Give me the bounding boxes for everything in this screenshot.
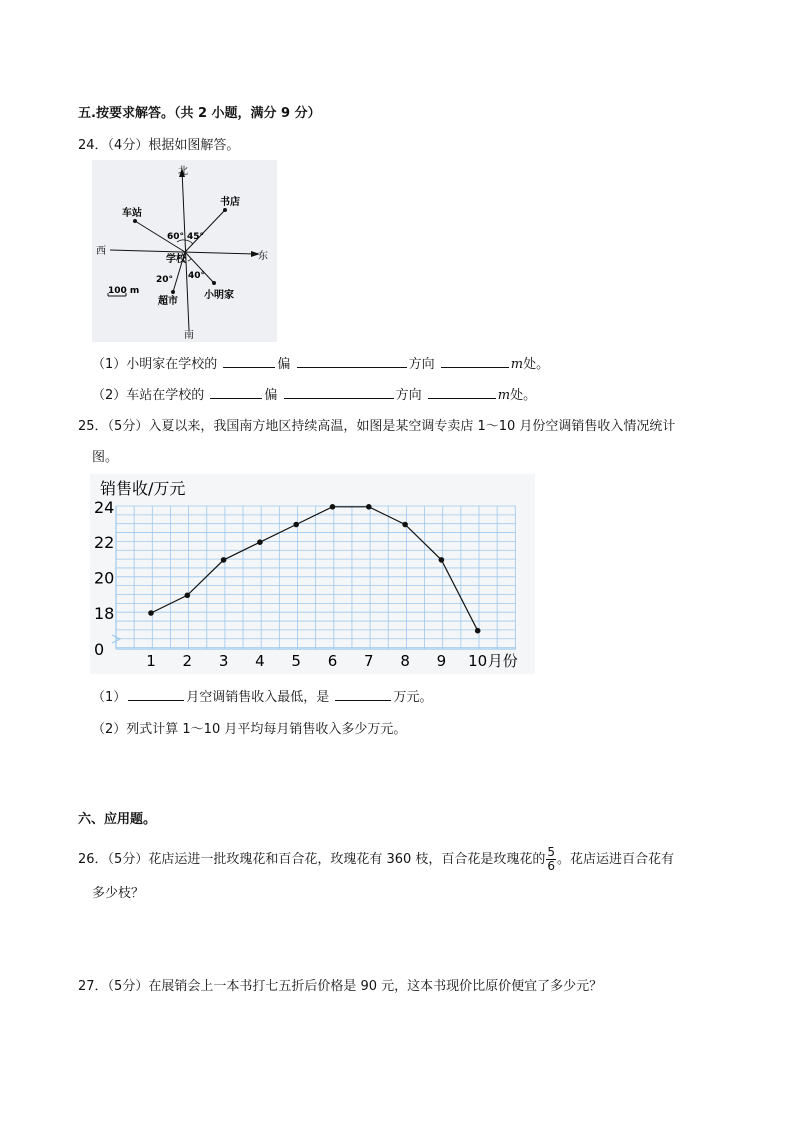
station-dot [133, 219, 137, 223]
sub-question-text: （1）小明家在学校的 [92, 357, 218, 372]
direction-map [92, 160, 277, 342]
x-tick-label: 7 [364, 652, 374, 670]
direction-text: 方向 [408, 357, 435, 372]
sub-question-text: （1） [92, 690, 127, 705]
scale-label: 100 m [108, 286, 140, 296]
supermarket-dot [171, 290, 175, 294]
angle-60-label: 60° [167, 232, 185, 242]
question-score: （5分） [107, 419, 149, 434]
data-point [148, 610, 154, 616]
y-tick-label: 18 [94, 604, 115, 623]
x-axis-label: 月份 [487, 652, 518, 670]
q24-sub1 [92, 353, 549, 372]
y-tick-label: 24 [94, 497, 115, 517]
south-label: 南 [184, 330, 194, 341]
question-number: 25． [78, 419, 108, 434]
x-tick-label: 10 [468, 652, 488, 670]
pian-text: 偏 [277, 357, 291, 372]
data-point [402, 522, 408, 528]
x-tick-label: 1 [146, 652, 156, 670]
data-point [185, 593, 191, 599]
sub-question-text: （2）车站在学校的 [92, 388, 205, 403]
question-number: 26． [78, 852, 108, 867]
question-text: 。花店运进百合花有 [557, 852, 675, 867]
question-score: （5分） [107, 852, 149, 867]
question-text: 根据如图解答。 [148, 138, 240, 153]
data-point [366, 504, 372, 510]
x-tick-label: 2 [182, 652, 193, 670]
direction-text: 方向 [395, 388, 422, 403]
question-24 [78, 134, 239, 153]
pian-text: 偏 [264, 388, 278, 403]
answer-blank[interactable] [297, 354, 407, 368]
bookstore-dot [223, 208, 227, 212]
q25-sub2: （2）列式计算 1～10 月平均每月销售收入多少万元。 [92, 722, 407, 737]
home-label: 小明家 [204, 290, 234, 301]
answer-blank[interactable] [441, 354, 509, 368]
fraction [546, 846, 556, 873]
sub-question-text: 月空调销售收入最低，是 [186, 690, 330, 705]
answer-blank[interactable] [284, 385, 394, 399]
question-text-continued: 图。 [92, 450, 119, 465]
suffix-text: 处。 [523, 357, 550, 372]
section-title: 五.按要求解答。（共 2 小题，满分 9 分） [78, 106, 321, 121]
station-label: 车站 [122, 208, 142, 219]
question-27 [78, 975, 602, 994]
home-dot [212, 281, 216, 285]
q24-sub2 [92, 384, 536, 403]
question-text-continued: 多少枝？ [92, 886, 145, 901]
angle-45-label: 45° [187, 232, 205, 242]
section-title: 六、应用题。 [78, 812, 157, 827]
sales-chart [90, 474, 535, 674]
data-point [475, 628, 481, 634]
east-label: 东 [258, 251, 268, 262]
y-tick-label: 0 [94, 640, 105, 659]
unit-text: m [510, 357, 524, 372]
question-25 [78, 415, 675, 434]
x-tick-label: 4 [255, 652, 265, 670]
q25-sub1 [92, 686, 432, 705]
answer-blank[interactable] [428, 385, 496, 399]
question-number: 24． [78, 138, 108, 153]
fraction-numerator: 5 [547, 845, 556, 859]
angle-20-label: 20° [156, 275, 174, 285]
question-26 [78, 846, 674, 873]
y-tick-label: 22 [94, 533, 115, 553]
bookstore-label: 书店 [220, 197, 240, 208]
suffix-text: 处。 [510, 388, 537, 403]
data-point [439, 557, 445, 563]
x-tick-label: 9 [436, 652, 447, 670]
y-tick-label: 20 [94, 568, 115, 588]
question-score: （4分） [107, 138, 149, 153]
suffix-text: 万元。 [393, 690, 433, 705]
question-text: 入夏以来，我国南方地区持续高温，如图是某空调专卖店 1～10 月份空调销售收入情况统计 [148, 419, 676, 434]
school-label: 学校 [166, 254, 186, 265]
answer-blank[interactable] [210, 385, 262, 399]
x-tick-label: 8 [400, 652, 410, 670]
west-label: 西 [96, 246, 106, 257]
y-axis-label: 销售收/万元 [100, 479, 186, 498]
supermarket-label: 超市 [158, 296, 178, 307]
x-tick-label: 5 [291, 652, 301, 670]
question-score: （5分） [107, 979, 149, 994]
data-point [293, 522, 299, 528]
question-text: 花店运进一批玫瑰花和百合花，玫瑰花有 360 枝，百合花是玫瑰花的 [148, 852, 546, 867]
question-text: 在展销会上一本书打七五折后价格是 90 元，这本书现价比原价便宜了多少元？ [148, 979, 603, 994]
fraction-denominator: 6 [547, 859, 556, 873]
answer-blank[interactable] [335, 687, 391, 701]
data-point [330, 504, 336, 510]
x-tick-label: 3 [218, 652, 229, 670]
data-point [221, 557, 227, 563]
unit-text: m [497, 388, 511, 403]
north-label: 北 [178, 166, 188, 177]
question-number: 27． [78, 979, 108, 994]
x-tick-label: 6 [327, 652, 338, 670]
angle-40-label: 40° [188, 271, 206, 281]
answer-blank[interactable] [223, 354, 275, 368]
data-point [257, 539, 263, 545]
answer-blank[interactable] [128, 687, 184, 701]
